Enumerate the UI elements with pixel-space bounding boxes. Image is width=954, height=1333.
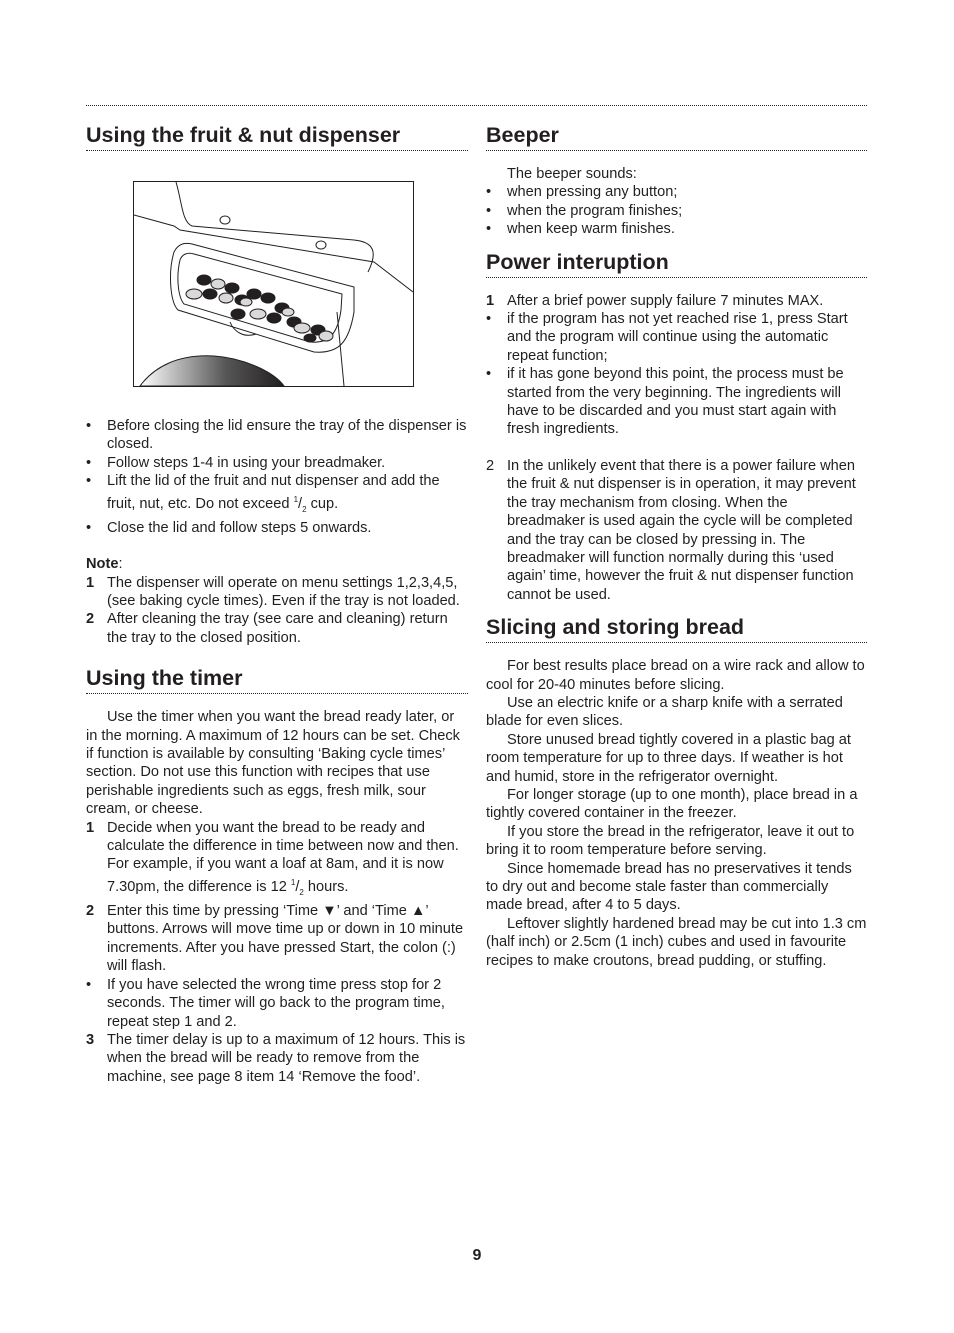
list-item: • if the program has not yet reached rise 1, press Start and the program will continue using the automatic repeat function; bbox=[486, 311, 848, 364]
power-list bbox=[486, 292, 867, 605]
left-column bbox=[86, 122, 468, 1086]
dispenser-illustration bbox=[133, 181, 414, 387]
paragraph: Since homemade bread has no preservatives it tends to dry out and become stale faster than commercially made bread, after 4 to 5 days. bbox=[486, 860, 852, 914]
right-column bbox=[486, 122, 867, 970]
page-number: 9 bbox=[472, 1247, 482, 1264]
list-item: • Follow steps 1-4 in using your breadmaker. bbox=[86, 454, 386, 471]
list-item: • Close the lid and follow steps 5 onwards. bbox=[86, 519, 372, 536]
list-item: • if it has gone beyond this point, the process must be started from the very beginning. The ingredients will have to be discarded and you must start again with fresh ingredients. bbox=[486, 366, 844, 438]
list-item: 1 Decide when you want the bread to be ready and calculate the difference in time between now and then. For example, if you want a loaf at 8am, and it is now 7.30pm, the difference is 12 $^1/_2$ hours. bbox=[86, 819, 459, 897]
list-item: • when pressing any button; bbox=[486, 184, 678, 201]
list-item: 2 Enter this time by pressing ‘Time ▼’ and ‘Time ▲’ buttons. Arrows will move time up or down in 10 minute increments. After you have pressed Start, the colon (:) will flash. bbox=[86, 903, 464, 975]
note-label: Note: bbox=[86, 556, 123, 573]
fruit-dispenser-heading: Using the fruit & nut dispenser bbox=[86, 122, 468, 151]
fruit-bullet-list bbox=[86, 417, 468, 537]
list-item: 3 The timer delay is up to a maximum of 12 hours. This is when the bread will be ready to remove from the machine, see page 8 item 14 ‘Remove the food’. bbox=[86, 1031, 466, 1085]
timer-steps bbox=[86, 819, 468, 1086]
nut-pieces bbox=[186, 275, 333, 342]
list-item: • Lift the lid of the fruit and nut dispenser and add the fruit, nut, etc. Do not exceed $^1/_2$ cup. bbox=[86, 473, 440, 514]
paragraph: For longer storage (up to one month), place bread in a tightly covered container in the freezer. bbox=[486, 786, 858, 822]
timer-heading: Using the timer bbox=[86, 665, 468, 694]
beeper-heading: Beeper bbox=[486, 122, 867, 151]
list-item: • when the program finishes; bbox=[486, 202, 683, 219]
list-item: • If you have selected the wrong time press stop for 2 seconds. The timer will go back to the program time, repeat step 1 and 2. bbox=[86, 976, 445, 1030]
list-item: 1 After a brief power supply failure 7 minutes MAX. bbox=[486, 292, 824, 309]
slicing-heading: Slicing and storing bread bbox=[486, 614, 867, 643]
list-item: 2 In the unlikely event that there is a power failure when the fruit & nut dispenser is in operation, it may prevent the tray mechanism from closing. When the breadmaker is used again the cycle will be completed and the tray can be closed by pressing in. The breadmaker will function normally during this ‘used again’ time, however the fruit & nut dispenser function cannot be used. bbox=[486, 457, 856, 603]
slicing-paragraphs bbox=[486, 657, 867, 970]
list-item: • Before closing the lid ensure the tray of the dispenser is closed. bbox=[86, 418, 467, 453]
list-item: 2 After cleaning the tray (see care and cleaning) return the tray to the closed position. bbox=[86, 611, 448, 646]
timer-intro: Use the timer when you want the bread ready later, or in the morning. A maximum of 12 hours can be set. Check if function is available by consulting ‘Baking cycle times’ section. Do not use this function with recipes that use perishable ingredients such as eggs, fresh milk, sour cream, or cheese. bbox=[86, 709, 460, 818]
top-rule bbox=[86, 105, 867, 106]
dispenser-drawing bbox=[134, 182, 413, 386]
paragraph: Use an electric knife or a sharp knife with a serrated blade for even slices. bbox=[486, 694, 843, 730]
note-list bbox=[86, 574, 468, 648]
beeper-list bbox=[486, 183, 867, 238]
list-item: 1 The dispenser will operate on menu settings 1,2,3,4,5, (see baking cycle times). Even if the tray is not loaded. bbox=[86, 574, 460, 610]
list-item: • when keep warm finishes. bbox=[486, 221, 675, 238]
paragraph: For best results place bread on a wire rack and allow to cool for 20-40 minutes before slicing. bbox=[486, 658, 865, 693]
beeper-intro: The beeper sounds: bbox=[507, 166, 637, 182]
paragraph: If you store the bread in the refrigerator, leave it out to bring it to room temperature before serving. bbox=[486, 823, 855, 859]
paragraph: Leftover slightly hardened bread may be cut into 1.3 cm (half inch) or 2.5cm (1 inch) cubes and used in favourite recipes to make croutons, bread pudding, or stuffing. bbox=[486, 915, 867, 969]
paragraph: Store unused bread tightly covered in a plastic bag at room temperature for up to three days. If weather is hot and humid, store in the refrigerator overnight. bbox=[486, 731, 851, 785]
power-heading: Power interuption bbox=[486, 249, 867, 278]
